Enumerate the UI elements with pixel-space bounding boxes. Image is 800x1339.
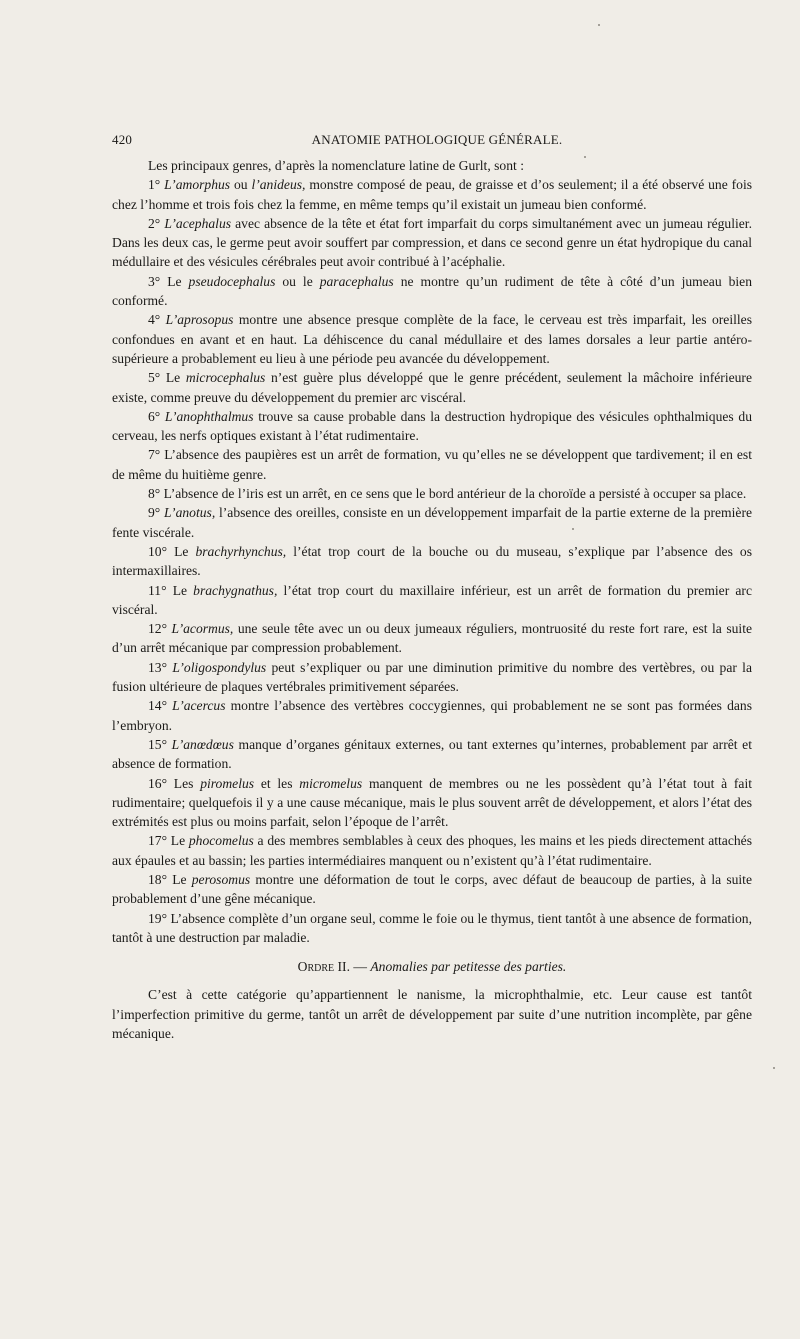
item-number: 4°	[148, 312, 161, 328]
item-term-2: micromelus	[299, 775, 363, 791]
genre-item	[112, 214, 752, 272]
item-number: 2°	[148, 215, 161, 231]
item-term-2: l’anideus,	[251, 177, 306, 193]
item-connector: ou le	[275, 273, 320, 289]
item-term: L’oligospondylus	[172, 659, 267, 675]
genre-item	[112, 619, 752, 658]
item-term: microcephalus	[185, 370, 266, 386]
genre-item	[112, 735, 752, 774]
item-term: L’anotus,	[164, 505, 216, 521]
genre-item	[112, 581, 752, 620]
item-text: montre une déformation de tout le corps, avec défaut de beaucoup de parties, à la suite probablement d’une gêne mécanique.	[112, 871, 752, 907]
item-number: 6°	[148, 408, 161, 424]
item-number: 3°	[148, 273, 161, 289]
item-term-2: paracephalus	[319, 273, 394, 289]
item-prefix: Le	[174, 543, 196, 559]
genre-item	[112, 310, 752, 368]
genre-item	[112, 484, 752, 503]
body-text	[112, 156, 752, 1043]
item-text: l’absence des oreilles, consiste en un développement imparfait de la partie externe de la première fente viscérale.	[112, 505, 753, 540]
item-text: montre l’absence des vertèbres coccygiennes, qui probablement ne se sont pas formées dans l’embryon.	[112, 698, 752, 733]
item-text: manquent de membres ou ne les possèdent qu’à l’état tout à fait rudimentaire; quelquefois il y a une cause mécanique, mais le plus souvent arrêt de développement, et alors l’état des extrémités est plus ou moins parfait, selon l’époque de l’arrêt.	[112, 775, 753, 830]
item-connector: ou	[230, 177, 252, 193]
item-number: 11°	[148, 582, 167, 598]
item-prefix: Le	[172, 582, 194, 598]
item-term: L’anophthalmus	[164, 408, 254, 424]
section-ordre: Ordre II.	[297, 959, 350, 975]
paper-speck	[572, 528, 574, 530]
item-text: montre une absence presque complète de la face, le cerveau est très imparfait, les oreilles confondues en avant et en haut. La déhiscence du canal médullaire et des lames dorsales a leur partie antéro-supérieure a probablement eu lieu à une période peu avancée du développement.	[112, 312, 752, 366]
item-term: L’acormus,	[171, 621, 234, 637]
genre-item	[112, 175, 752, 214]
closing-paragraph: C’est à cette catégorie qu’appartiennent le nanisme, la microphthalmie, etc. Leur cause est tantôt l’imperfection primitive du germe, tantôt un arrêt de développement par suite d’une nutrition incomplète, par gêne mécanique.	[112, 987, 752, 1042]
item-number: 18°	[148, 871, 168, 887]
genre-item	[112, 774, 752, 832]
item-number: 8°	[148, 486, 161, 502]
page-number: 420	[112, 132, 133, 147]
item-prefix: Le	[170, 833, 189, 849]
item-text: L’absence de l’iris est un arrêt, en ce sens que le bord antérieur de la choroïde a persisté à occuper sa place.	[163, 486, 747, 502]
item-number: 9°	[148, 505, 161, 521]
item-term: phocomelus	[188, 833, 254, 849]
genre-item	[112, 272, 752, 311]
item-connector: et les	[254, 775, 300, 791]
item-number: 13°	[148, 659, 168, 675]
item-number: 1°	[148, 177, 161, 193]
paper-speck	[773, 1067, 775, 1069]
item-term: brachygnathus,	[193, 582, 278, 598]
item-prefix: Le	[167, 273, 189, 289]
item-number: 15°	[148, 736, 168, 752]
genre-list	[112, 175, 752, 947]
section-dash: —	[349, 959, 371, 975]
item-text: monstre composé de peau, de graisse et d’os seulement; il a été observé une fois chez l’homme et trois fois chez la femme, en même temps qu’il existait un jumeau bien conformé.	[112, 177, 753, 212]
item-number: 12°	[148, 621, 168, 637]
paper-speck	[598, 24, 600, 26]
genre-item	[112, 658, 752, 697]
genre-item	[112, 445, 752, 484]
genre-item	[112, 503, 752, 542]
item-term: pseudocephalus	[188, 273, 276, 289]
item-number: 5°	[148, 370, 161, 386]
genre-item	[112, 542, 752, 581]
item-number: 14°	[148, 698, 168, 714]
genre-item	[112, 407, 752, 446]
intro-paragraph: Les principaux genres, d’après la nomenclature latine de Gurlt, sont :	[148, 158, 524, 173]
item-number: 19°	[148, 910, 168, 926]
item-text: avec absence de la tête et état fort imparfait du corps simultanément avec un jumeau régulier. Dans les deux cas, le germe peut avoir souffert par compression, et dans ce second genre un état hydropique du canal médullaire et des vésicules cérébrales peut avoir contribué à l’acéphalie.	[112, 215, 752, 270]
item-text: a des membres semblables à ceux des phoques, les mains et les pieds directement attachés aux épaules et au bassin; les parties intermédiaires manquent ou n’existent qu’à l’état rudimentaire.	[112, 833, 752, 868]
item-text: trouve sa cause probable dans la destruction hydropique des vésicules ophthalmiques du cerveau, les nerfs optiques existant à l’état rudimentaire.	[112, 408, 752, 444]
item-text: n’est guère plus développé que le genre précédent, seulement la mâchoire inférieure existe, comme preuve du développement du premier arc viscéral.	[112, 370, 752, 405]
item-term: L’aprosopus	[165, 312, 234, 328]
item-term: L’acephalus	[164, 215, 232, 231]
page-header	[112, 132, 752, 152]
section-heading	[112, 957, 752, 976]
item-prefix: Le	[165, 370, 186, 386]
genre-item	[112, 696, 752, 735]
item-number: 16°	[148, 775, 168, 791]
section-title: Anomalies par petitesse des parties.	[370, 959, 567, 975]
item-term: piromelus	[200, 775, 255, 791]
item-term: brachyrhynchus,	[195, 543, 287, 559]
item-text: l’état trop court du maxillaire inférieur, est un arrêt de formation du premier arc viscéral.	[112, 582, 752, 617]
item-text: ne montre qu’un rudiment de tête à côté d’un jumeau bien conformé.	[112, 273, 752, 309]
item-term: L’anœdœus	[171, 736, 234, 752]
item-number: 10°	[148, 543, 168, 559]
item-text: L’absence des paupières est un arrêt de formation, vu qu’elles ne se développent que tardivement; il en est de même du huitième genre.	[112, 447, 752, 482]
running-title: ANATOMIE PATHOLOGIQUE GÉNÉRALE.	[311, 132, 563, 147]
paper-speck	[584, 156, 586, 158]
item-prefix: Le	[172, 871, 192, 887]
item-number: 7°	[148, 447, 161, 463]
item-term: L’amorphus	[164, 177, 231, 193]
item-text: l’état trop court de la bouche ou du museau, s’explique par l’absence des os intermaxillaires.	[112, 543, 752, 579]
item-term: perosomus	[191, 871, 251, 887]
item-term: L’acercus	[172, 698, 226, 714]
genre-item	[112, 909, 752, 948]
genre-item	[112, 831, 752, 870]
item-text: peut s’expliquer ou par une diminution primitive du nombre des vertèbres, ou par la fusion ultérieure de plaques vertébrales primitivement séparées.	[112, 659, 752, 695]
item-prefix: Les	[173, 775, 201, 791]
item-number: 17°	[148, 833, 168, 849]
genre-item	[112, 368, 752, 407]
item-text: manque d’organes génitaux externes, ou tant externes qu’internes, probablement par arrêt et absence de formation.	[112, 736, 752, 772]
item-text: L’absence complète d’un organe seul, comme le foie ou le thymus, tient tantôt à une absence de formation, tantôt à une destruction par maladie.	[112, 910, 752, 945]
genre-item	[112, 870, 752, 909]
item-text: une seule tête avec un ou deux jumeaux réguliers, montruosité du reste fort rare, est la suite d’un arrêt mécanique par compression probablement.	[112, 621, 753, 656]
